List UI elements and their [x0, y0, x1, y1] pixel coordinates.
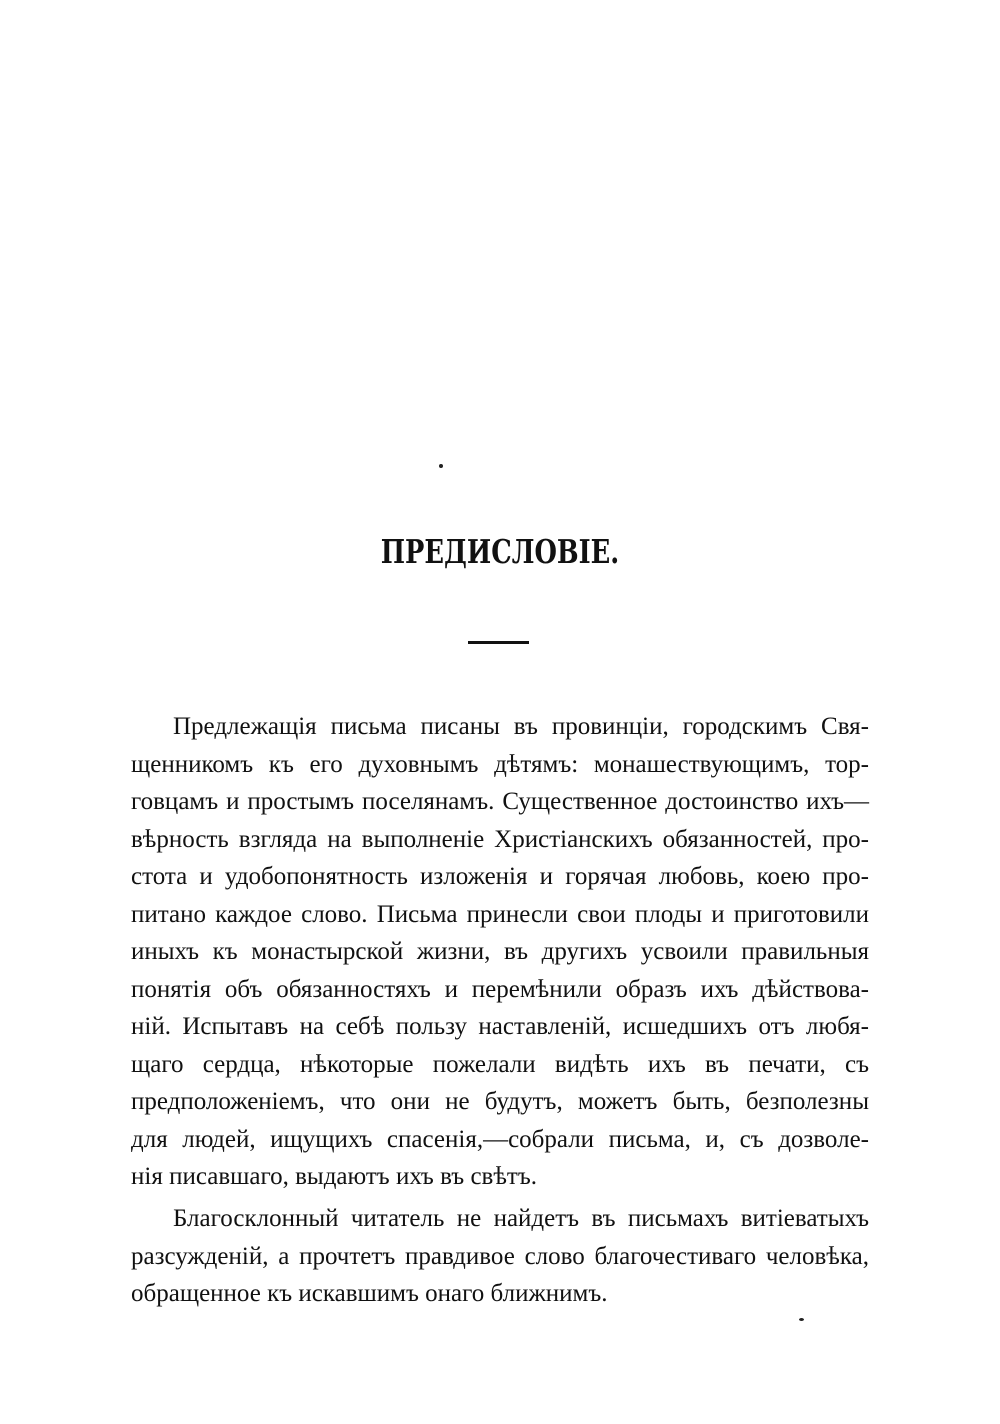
text-line: щенникомъ къ его духовнымъ дѣтямъ: монашествующимъ, тор-: [131, 750, 869, 778]
paragraph-2: [131, 1200, 869, 1313]
paragraph-1: [131, 708, 869, 1196]
title-divider: [468, 641, 529, 644]
text-line: разсужденій, а прочтетъ правдивое слово благочестиваго человѣка,: [131, 1242, 869, 1270]
text-line: питано каждое слово. Письма принесли свои плоды и приготовили: [131, 900, 869, 928]
text-line: для людей, ищущихъ спасенія,—собрали письма, и, съ дозволе-: [131, 1125, 869, 1153]
text-line: стота и удобопонятность изложенія и горячая любовь, коею про-: [131, 863, 869, 890]
page-title: ПРЕДИСЛОВІЕ.: [380, 532, 620, 571]
text-line: Предлежащія письма писаны въ провинціи, городскимъ Свя-: [173, 713, 869, 740]
text-line: понятія объ обязанностяхъ и перемѣнили образъ ихъ дѣйствова-: [131, 975, 869, 1003]
text-line: щаго сердца, нѣкоторые пожелали видѣть ихъ въ печати, съ: [131, 1050, 869, 1078]
ink-speck: [799, 1318, 804, 1321]
text-line: обращенное къ искавшимъ онаго ближнимъ.: [131, 1280, 608, 1307]
text-line: иныхъ къ монастырской жизни, въ другихъ усвоили правильныя: [131, 938, 869, 965]
text-line: ній. Испытавъ на себѣ пользу наставленій, исшедшихъ отъ любя-: [131, 1013, 869, 1040]
text-line: Благосклонный читатель не найдетъ въ письмахъ витіеватыхъ: [173, 1205, 869, 1232]
text-line: вѣрность взгляда на выполненіе Христіанскихъ обязанностей, про-: [131, 825, 869, 853]
ink-speck: [439, 464, 443, 468]
text-line: говцамъ и простымъ поселянамъ. Существенное достоинство ихъ—: [131, 788, 869, 815]
text-line: нія писавшаго, выдаютъ ихъ въ свѣтъ.: [131, 1163, 538, 1190]
text-line: предположеніемъ, что они не будутъ, можетъ быть, безполезны: [131, 1088, 869, 1115]
